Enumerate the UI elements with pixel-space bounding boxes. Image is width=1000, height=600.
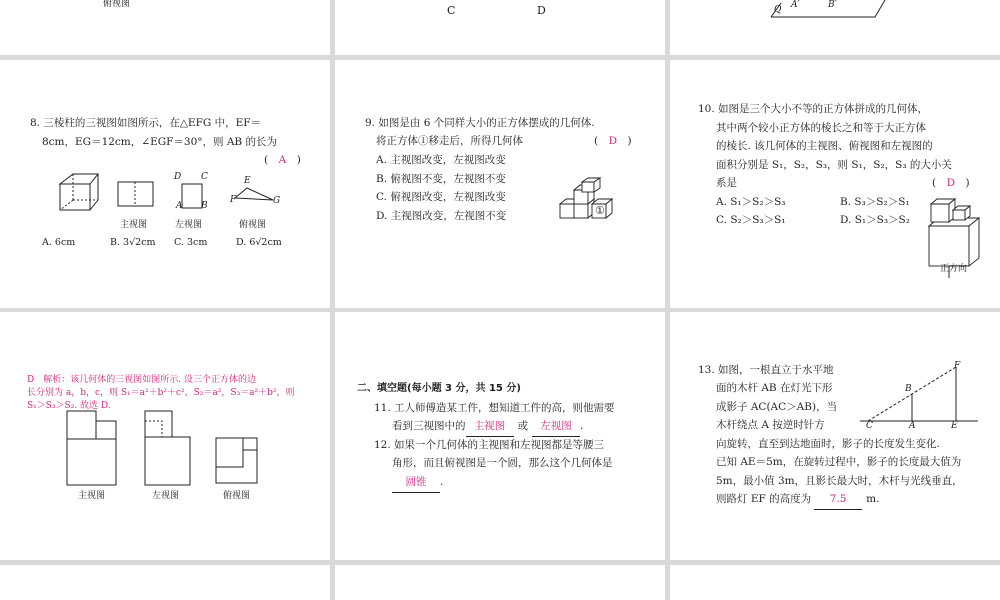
lamp-shadow-figure	[858, 364, 988, 434]
q9-line-1: 9. 如图是由 6 个同样大小的正方体摆成的几何体.	[365, 117, 595, 129]
q12-line-2: 角形，而且俯视图是一个圆，那么这个几何体是	[392, 457, 613, 469]
explanation-line-3: S₁＞S₃＞S₂. 故选 D.	[27, 401, 111, 411]
panel-question-13	[670, 312, 1000, 560]
answer-lamp-height: 7.5	[814, 490, 862, 510]
point-label-c: C	[866, 421, 873, 431]
point-label-f: F	[230, 195, 237, 205]
point-label-b: B	[905, 384, 912, 394]
panel-bottom-right	[670, 565, 1000, 600]
q13-line-4: 木杆绕点 A 按逆时针方	[716, 419, 825, 431]
answer-cone: 圆锥	[392, 473, 440, 493]
q12-line-3: 圆锥 .	[392, 473, 443, 493]
panel-top-left	[0, 0, 330, 55]
point-label-b: B	[201, 201, 208, 211]
cube-stack-figure	[560, 178, 620, 228]
panel-bottom-left	[0, 565, 330, 600]
answer-value: D	[946, 177, 956, 189]
q11-line-2	[392, 417, 583, 437]
q10-option-b: B. S₃＞S₂＞S₁	[840, 196, 910, 208]
q8-line-2: 8cm，EG＝12cm，∠EGF＝30°，则 AB 的长为	[42, 136, 277, 148]
q8-option-b: B. 3√2cm	[110, 237, 156, 248]
section-heading: 二、填空题(每小题 3 分，共 15 分)	[357, 383, 521, 394]
q8-option-c: C. 3cm	[174, 237, 208, 248]
q8-front-view	[117, 181, 157, 211]
q13-line-7: 5m，最小值 3m，且影长最大时，木杆与光线垂直，	[716, 475, 963, 487]
point-label-e: E	[244, 176, 251, 186]
cube-1-label: ①	[595, 204, 605, 217]
answer-value: D	[608, 135, 618, 147]
q10-line-1: 10. 如图是三个大小不等的正方体拼成的几何体，	[698, 103, 929, 115]
panel-question-9	[335, 60, 665, 308]
point-label-e: E	[951, 421, 958, 431]
panel-top-right	[670, 0, 1000, 55]
point-label-b-prime: B′	[828, 0, 837, 10]
q13-line-1: 13. 如图，一根直立于水平地	[698, 364, 834, 376]
q11-text-a: 看到三视图中的	[392, 420, 466, 432]
panel-top-middle	[335, 0, 665, 55]
panel-question-10	[670, 60, 1000, 308]
explanation-line-1: D 解析：该几何体的三视图如图所示. 设三个正方体的边	[27, 375, 256, 385]
q11-line-1: 11. 工人师傅造某工件，想知道工件的高，则他需要	[374, 402, 615, 414]
view-label: 俯视图	[103, 0, 131, 9]
explanation-side-view	[144, 410, 194, 488]
point-label-d: D	[174, 172, 182, 182]
view-label-side: 左视图	[175, 220, 203, 230]
q9-line-2: 将正方体①移走后，所得几何体	[376, 135, 523, 147]
q8-option-a: A. 6cm	[42, 237, 76, 248]
answer-front-view: 主视图	[466, 417, 514, 437]
q10-option-d: D. S₁＞S₃＞S₂	[840, 214, 910, 226]
q10-line-4: 面积分别是 S₁，S₂，S₃，则 S₁，S₂，S₃ 的大小关	[716, 159, 952, 171]
view-label-top: 俯视图	[239, 220, 267, 230]
point-label-g: G	[273, 196, 281, 206]
option-label-d: D	[537, 4, 546, 17]
point-label-q: Q	[774, 5, 782, 15]
point-label-a: A	[176, 201, 183, 211]
q12-line-1: 12. 如果一个几何体的主视图和左视图都是等腰三	[374, 439, 605, 451]
view-label-front: 主视图	[78, 491, 106, 501]
view-label-top: 俯视图	[223, 491, 251, 501]
q10-line-5: 系是	[716, 177, 737, 189]
prism-3d-figure	[55, 172, 105, 214]
q9-option-c: C. 俯视图改变，左视图改变	[376, 191, 506, 203]
q10-option-c: C. S₂＞S₃＞S₁	[716, 214, 786, 226]
front-direction-label: 正方向	[940, 264, 968, 274]
q11-text-or: 或	[517, 420, 528, 432]
q13-line-3: 成影子 AC(AC＞AB)，当	[716, 401, 838, 413]
panel-question-8	[0, 60, 330, 308]
q13-unit: m.	[866, 493, 880, 505]
point-label-c: C	[201, 172, 208, 182]
q13-line-2: 面的木杆 AB 在灯光下形	[716, 382, 833, 394]
q9-answer: ( D )	[594, 135, 632, 147]
q9-option-d: D. 主视图改变，左视图不变	[376, 210, 507, 222]
panel-explanation-10	[0, 312, 330, 560]
q10-option-a: A. S₁＞S₂＞S₃	[716, 196, 786, 208]
view-label-front: 主视图	[120, 220, 148, 230]
q13-line-6: 已知 AE＝5m，在旋转过程中，影子的长度最大值为	[716, 456, 962, 468]
point-label-a: A	[909, 421, 916, 431]
view-label-side: 左视图	[152, 491, 180, 501]
q10-line-3: 的棱长. 该几何体的主视图、俯视图和左视图的	[716, 140, 933, 152]
q8-option-d: D. 6√2cm	[236, 237, 282, 248]
panel-bottom-middle	[335, 565, 665, 600]
point-label-a-prime: A′	[791, 0, 800, 10]
q8-line-1: 8. 三棱柱的三视图如图所示，在△EFG 中，EF＝	[30, 117, 262, 129]
q8-answer: ( A )	[264, 154, 301, 166]
q13-text: 则路灯 EF 的高度为	[716, 493, 812, 505]
q13-line-5: 向旋转，直至到达地面时，影子的长度发生变化.	[716, 438, 940, 450]
explanation-top-view	[215, 437, 261, 487]
q11-text-end: .	[580, 420, 584, 432]
explanation-front-view	[66, 410, 122, 488]
answer-value: A	[278, 154, 287, 166]
q9-option-a: A. 主视图改变，左视图改变	[376, 154, 506, 166]
q10-line-2: 其中两个较小正方体的棱长之和等于大正方体	[716, 122, 926, 134]
parallelogram-figure	[765, 0, 875, 20]
explanation-line-2: 长分别为 a，b，c，则 S₁＝a²＋b²＋c²，S₂＝a²，S₃＝a²＋b²，则	[27, 388, 295, 398]
answer-side-view: 左视图	[532, 417, 580, 437]
option-label-c: C	[447, 4, 456, 17]
point-label-f: F	[954, 361, 961, 371]
q13-line-8	[716, 490, 879, 510]
q8-top-view-triangle	[233, 184, 281, 214]
three-cubes-figure	[927, 196, 987, 271]
q9-option-b: B. 俯视图不变，左视图不变	[376, 173, 506, 185]
panel-fill-in	[335, 312, 665, 560]
q10-answer: ( D )	[932, 177, 970, 189]
